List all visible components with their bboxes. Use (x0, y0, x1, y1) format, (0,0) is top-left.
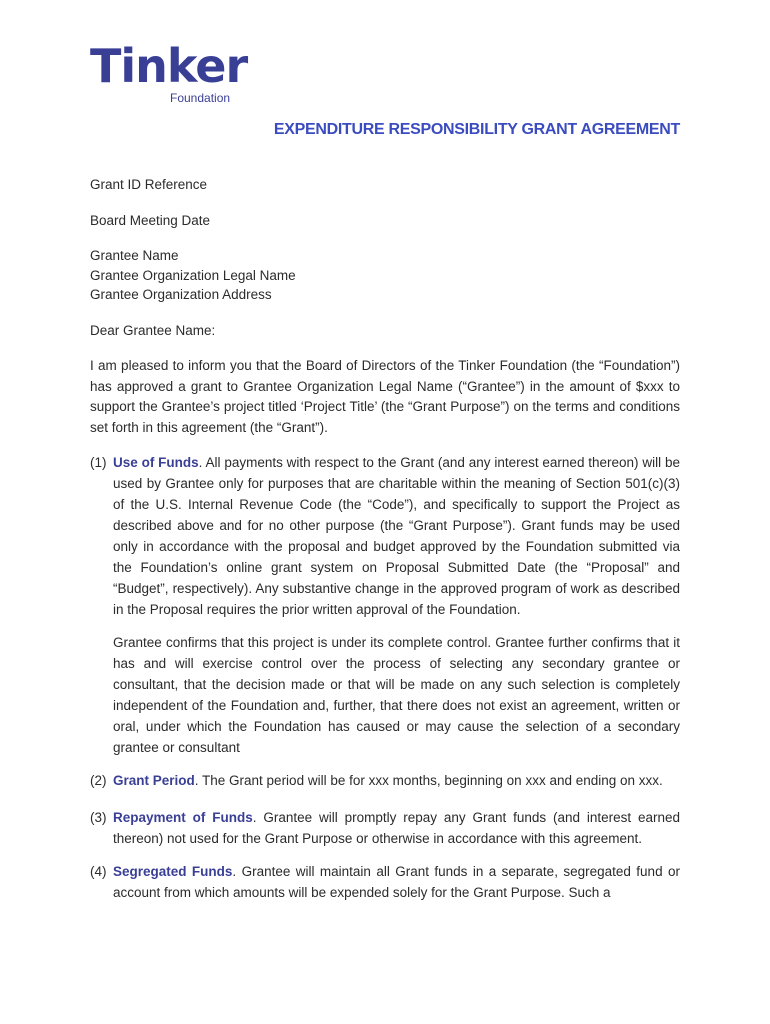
section-text: . Grantee will promptly repay any Grant funds (and interest earned thereon) not used for the Grant Purpose or otherwise in accordance with this agreement. (113, 810, 681, 846)
logo-wordmark: Tinker (90, 39, 248, 93)
grantee-name-field: Grantee Name (90, 248, 179, 263)
document-title: EXPENDITURE RESPONSIBILITY GRANT AGREEMENT (273, 121, 680, 138)
section-grant-period (90, 770, 680, 791)
tinker-foundation-logo (90, 40, 260, 104)
grant-id-field: Grant ID Reference (90, 177, 208, 192)
section-text: . All payments with respect to the Grant (and any interest earned thereon) will be used by Grantee only for purposes that are charitable within the meaning of Section 501(c)(3) of the U.S. Internal Revenue Code (the “Code”), and specifically to support the Project as described above and for no other purpose (the “Grant Purpose”). Grant funds may be used only in accordance with the proposal and budget approved by the Foundation submitted via the Foundation’s online grant system on Proposal Submitted Date (the “Proposal” and “Budget”, respectively). Any substantive change in the approved program of work as described in the Proposal requires the prior written approval of the Foundation. (113, 455, 680, 617)
section-number: (1) (90, 455, 107, 470)
section-number: (4) (90, 864, 107, 879)
logo-subtitle: Foundation (170, 91, 231, 105)
org-address-field: Grantee Organization Address (90, 287, 272, 302)
section-heading: Use of Funds (113, 455, 199, 470)
section-continuation: Grantee confirms that this project is under its complete control. Grantee further confirms that it has and will exercise control over the process of selecting any secondary grantee or consultant, that the decision made or that will be made on any such selection is completely independent of the Foundation and, further, that there does not exist an agreement, written or oral, under which the Foundation has caused or may cause the selection of a secondary grantee or consultant (113, 635, 680, 755)
section-heading: Segregated Funds (113, 864, 233, 879)
org-legal-name-field: Grantee Organization Legal Name (90, 267, 296, 283)
section-heading: Repayment of Funds (113, 810, 253, 825)
section-text: . The Grant period will be for xxx months, beginning on xxx and ending on xxx. (194, 773, 663, 788)
section-use-of-funds (90, 452, 680, 620)
section-heading: Grant Period (113, 773, 195, 788)
section-number: (2) (90, 773, 107, 788)
section-repayment (90, 807, 680, 849)
section-segregated-funds (90, 861, 680, 903)
intro-paragraph: I am pleased to inform you that the Board of Directors of the Tinker Foundation (the “Foundation”) has approved a grant to Grantee Organization Legal Name (“Grantee”) in the amount of $xxx to support the Grantee’s project titled ‘Project Title’ (the “Grant Purpose”) on the terms and conditions set forth in this agreement (the “Grant”). (90, 358, 680, 435)
section-number: (3) (90, 810, 107, 825)
salutation: Dear Grantee Name: (90, 322, 216, 338)
section-text: . Grantee will maintain all Grant funds in a separate, segregated fund or account from which amounts will be expended solely for the Grant Purpose. Such a (113, 864, 680, 900)
board-date-field: Board Meeting Date (90, 212, 211, 228)
document-body (90, 175, 680, 903)
